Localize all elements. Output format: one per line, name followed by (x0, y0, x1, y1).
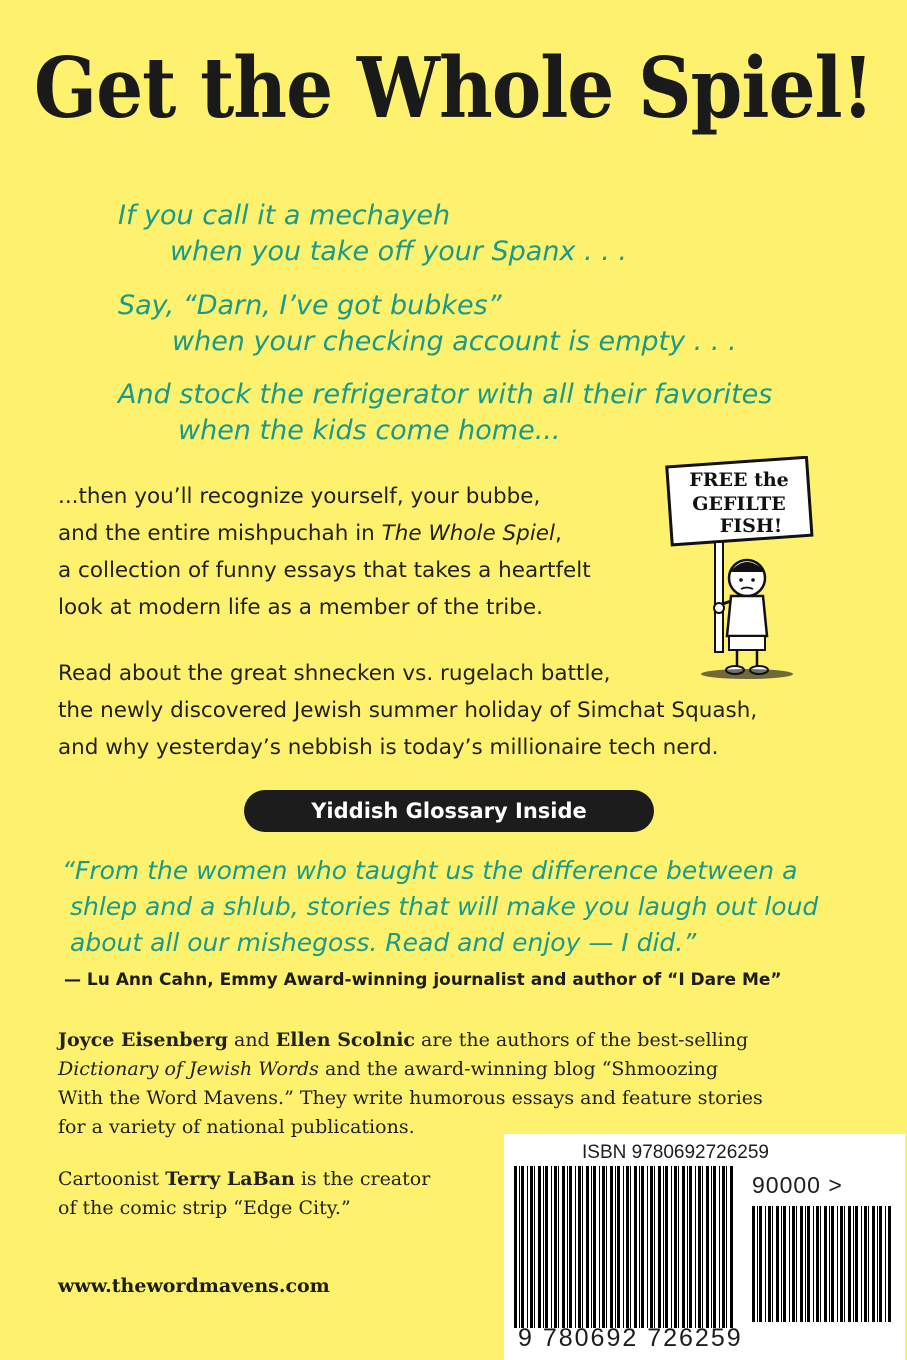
barcode-bar (586, 1166, 589, 1328)
barcode-bar (789, 1206, 790, 1322)
barcode-bar (658, 1166, 661, 1328)
book-title-inline: The Whole Spiel (381, 521, 555, 546)
barcode-bar (807, 1206, 810, 1322)
teaser-2-line-2: when your checking account is empty . . . (172, 326, 737, 357)
barcode-bar (711, 1166, 712, 1328)
barcode-bar (840, 1206, 843, 1322)
barcode-bar (545, 1166, 548, 1328)
teaser-2-line-1: Say, “Darn, I’ve got bubkes” (118, 290, 502, 321)
authors-line-1 (58, 1026, 748, 1055)
barcode-bar (805, 1206, 806, 1322)
barcode-bar (719, 1166, 720, 1328)
barcode-bar (639, 1166, 640, 1328)
barcode-bar (813, 1206, 814, 1322)
barcode-bar (682, 1166, 685, 1328)
sign-line-3: FISH! (719, 515, 783, 537)
barcode-bar (768, 1206, 771, 1322)
authors-line-2-text: and the award-winning blog “Shmoozing (318, 1058, 719, 1080)
quote-line-1: “From the women who taught us the difference between a (62, 856, 798, 885)
barcode-bar (575, 1166, 576, 1328)
protest-kid-cartoon (655, 456, 825, 690)
barcode-bar (543, 1166, 544, 1328)
barcode-bar (617, 1166, 620, 1328)
barcode-bar (702, 1166, 703, 1328)
barcode-bar (663, 1166, 664, 1328)
barcode-bar (554, 1166, 557, 1328)
barcode-bar (527, 1166, 528, 1328)
barcode-bar (726, 1166, 727, 1328)
barcode-bar (872, 1206, 875, 1322)
quote-line-2: shlep and a shlub, stories that will make you laugh out loud (70, 892, 819, 921)
barcode-bar (593, 1166, 596, 1328)
barcode-bar (671, 1166, 672, 1328)
barcode-bar (695, 1166, 696, 1328)
glossary-badge: Yiddish Glossary Inside (244, 790, 654, 832)
barcode-bar (654, 1166, 655, 1328)
barcode-bar (591, 1166, 592, 1328)
authors-line-3: With the Word Mavens.” They write humorous essays and feature stories (58, 1087, 763, 1109)
intro-line-2-comma: , (555, 521, 562, 546)
cartoonist-name: Terry LaBan (165, 1168, 295, 1190)
barcode-bar (626, 1166, 629, 1328)
barcode-bar (530, 1166, 533, 1328)
barcode-digits: 9 780692 726259 (518, 1324, 743, 1352)
barcode-bar (602, 1166, 605, 1328)
barcode-bar (855, 1206, 858, 1322)
barcode-bar (678, 1166, 679, 1328)
barcode-bar (538, 1166, 541, 1328)
barcode-bar (722, 1166, 725, 1328)
website-url[interactable]: www.thewordmavens.com (58, 1275, 330, 1297)
barcode-bar (848, 1206, 851, 1322)
barcode-bar (783, 1206, 786, 1322)
barcode-bar (776, 1206, 779, 1322)
price-code: 90000 > (752, 1172, 843, 1198)
barcode-bar (730, 1166, 733, 1328)
barcode-bar (674, 1166, 677, 1328)
price-barcode (752, 1206, 892, 1322)
cover-title: Get the Whole Spiel! (33, 40, 874, 138)
barcode-bar (610, 1166, 613, 1328)
barcode-bar (888, 1206, 891, 1322)
cartoonist-line-1 (58, 1165, 430, 1194)
intro-line-2 (58, 515, 562, 552)
barcode-bar (521, 1166, 524, 1328)
barcode-bar (641, 1166, 644, 1328)
barcode-bar (647, 1166, 648, 1328)
teaser-1-line-1: If you call it a mechayeh (118, 200, 451, 231)
barcode-bar (713, 1166, 716, 1328)
barcode-bar (562, 1166, 565, 1328)
authors-line-1-text: are the authors of the best-selling (414, 1029, 749, 1051)
barcode-bar (698, 1166, 701, 1328)
teaser-3-line-1: And stock the refrigerator with all their favorites (118, 379, 773, 410)
author-1: Joyce Eisenberg (58, 1029, 228, 1051)
quote-line-3: about all our mishegoss. Read and enjoy — I did.” (70, 928, 697, 957)
teaser-1-line-2: when you take off your Spanx . . . (170, 236, 627, 267)
barcode-bar (853, 1206, 854, 1322)
barcode-bar (578, 1166, 581, 1328)
barcode-bar (514, 1166, 517, 1328)
barcode-bar (606, 1166, 607, 1328)
barcode-bar (551, 1166, 552, 1328)
teaser-3-line-2: when the kids come home... (178, 415, 561, 446)
barcode-bar (800, 1206, 803, 1322)
barcode-bar (831, 1206, 834, 1322)
dictionary-title: Dictionary of Jewish Words (58, 1058, 319, 1080)
barcode-bar (687, 1166, 688, 1328)
barcode-bar (781, 1206, 782, 1322)
read-about-line-2: the newly discovered Jewish summer holiday of Simchat Squash, (58, 698, 758, 723)
author-2: Ellen Scolnic (275, 1029, 415, 1051)
read-about-line-1: Read about the great shnecken vs. rugelach battle, (58, 661, 611, 686)
barcode-bar (689, 1166, 692, 1328)
barcode-bar (582, 1166, 583, 1328)
cartoonist-suffix: is the creator (294, 1168, 431, 1190)
barcode-bar (792, 1206, 795, 1322)
barcode-bar (864, 1206, 867, 1322)
barcode-bar (534, 1166, 535, 1328)
cartoonist-prefix: Cartoonist (58, 1168, 166, 1190)
barcode-bar (567, 1166, 568, 1328)
cartoonist-line-2: of the comic strip “Edge City.” (58, 1197, 351, 1219)
authors-and: and (227, 1029, 276, 1051)
barcode-bar (752, 1206, 755, 1322)
read-about-line-3: and why yesterday’s nebbish is today’s millionaire tech nerd. (58, 735, 719, 760)
barcode-bar (844, 1206, 845, 1322)
barcode-bar (706, 1166, 709, 1328)
quote-attribution: — Lu Ann Cahn, Emmy Award-winning journalist and author of “I Dare Me” (64, 970, 782, 990)
barcode-bar (885, 1206, 886, 1322)
barcode-bar (877, 1206, 878, 1322)
barcode-bar (820, 1206, 821, 1322)
sign-line-2: GEFILTE (692, 493, 786, 515)
barcode-bar (623, 1166, 624, 1328)
barcode-bar (868, 1206, 869, 1322)
barcode-bar (816, 1206, 819, 1322)
intro-line-3: a collection of funny essays that takes a heartfelt (58, 558, 591, 583)
barcode-bar (615, 1166, 616, 1328)
barcode-bar (879, 1206, 882, 1322)
intro-line-4: look at modern life as a member of the tribe. (58, 595, 543, 620)
barcode-bar (650, 1166, 653, 1328)
barcode-bar (630, 1166, 631, 1328)
barcode-bar (558, 1166, 559, 1328)
barcode-bar (599, 1166, 600, 1328)
authors-line-2 (58, 1055, 718, 1084)
barcode-bar (772, 1206, 773, 1322)
barcode-bar (759, 1206, 762, 1322)
barcode-bar (796, 1206, 797, 1322)
barcode-bar (837, 1206, 838, 1322)
barcode-bar (824, 1206, 827, 1322)
barcode-bar (519, 1166, 520, 1328)
barcode-bar (757, 1206, 758, 1322)
barcode-bar (665, 1166, 668, 1328)
isbn-label: ISBN 9780692726259 (582, 1142, 769, 1163)
barcode-bar (569, 1166, 572, 1328)
sign-line-1: FREE the (689, 469, 789, 491)
intro-line-2-text: and the entire mishpuchah in (58, 521, 382, 546)
barcode-bar (765, 1206, 766, 1322)
authors-line-4: for a variety of national publications. (58, 1116, 415, 1138)
barcode-bar (634, 1166, 637, 1328)
isbn-barcode (514, 1166, 734, 1328)
barcode-bar (829, 1206, 830, 1322)
intro-line-1: ...then you’ll recognize yourself, your bubbe, (58, 484, 541, 509)
barcode-bar (861, 1206, 862, 1322)
